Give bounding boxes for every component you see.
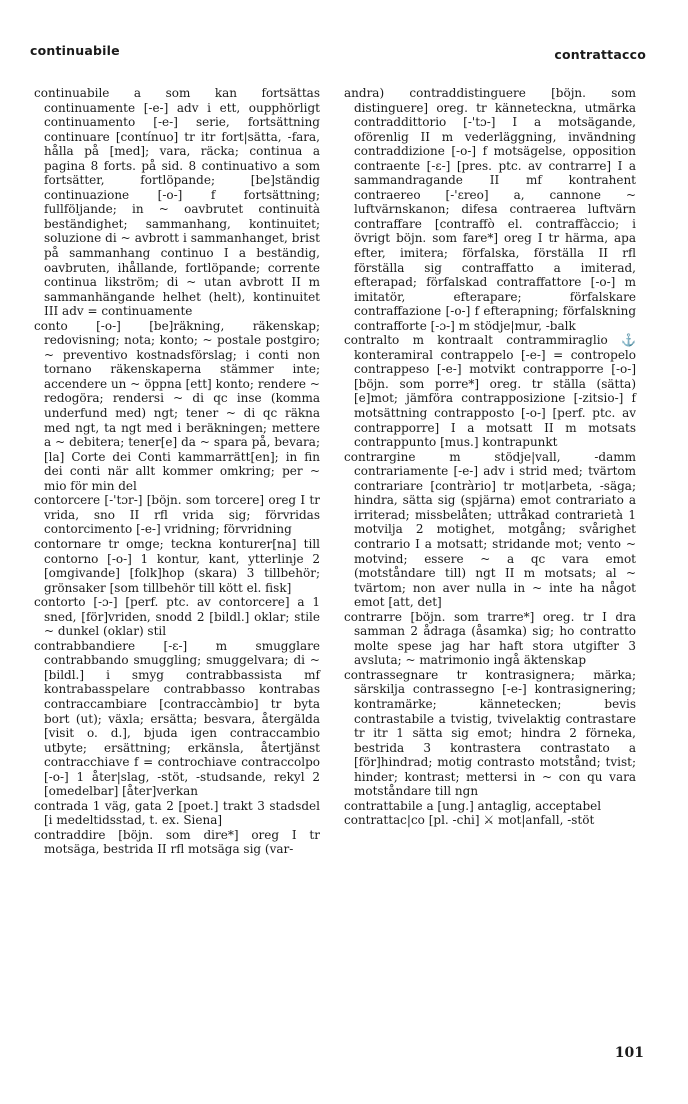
- entry-contrada: contrada 1 väg, gata 2 [poet.] trakt 3 stadsdel [i medeltidsstad, t. ex. Siena]: [34, 798, 320, 828]
- entry-contrarre: contrarre [böjn. som trarre*] oreg. tr I dra samman 2 ådraga (åsamka) sig; ho contratto molte spese jag har haft stora utgifter 3 avsluta; ~ matrimonio ingå äktenskap: [344, 609, 636, 668]
- page-number: 101: [614, 1045, 644, 1061]
- right-column: [344, 86, 636, 828]
- entry-contrassegnare: contrassegnare tr kontrasignera; märka; särskilja contrassegno [-e-] kontrasignering; kontramärke; kännetecken; bevis contrastabile a tvistig, tvivelaktig contrastare tr itr 1 sätta sig emot; hindra 2 förneka, bestrida 3 kontrastera contrastato a [för]hindrad; motig contrasto motstånd; tvist; hinder; kontrast; mettersi in ~ con qu vara motståndare till ngn: [344, 667, 636, 799]
- entry-contrattacco: contrattac|co [pl. -chi] ⚔ mot|anfall, -stöt: [344, 813, 595, 828]
- entry-contraddistinguere: andra) contraddistinguere [böjn. som distinguere] oreg. tr känneteckna, utmärka contraddittorio [-'tɔ-] I a motsägande, oförenlig II m vederläggning, invändning contraddizione [-o-] f motsägelse, opposition contraente [-ɛ-] [pres. ptc. av contrarre] I a sammandragande II mf kontrahent contraereo [-'ɛreo] a, cannone ~ luftvärnskanon; difesa contraerea luftvärn contraffare [contraffò el. contraffàccio; i övrigt böjn. som fare*] oreg I tr härma, apa efter, imitera; förfalska, förställa II rfl förställa sig contraffatto a imiterad, efterapad; förfalskad contraffattore [-o-] m imitatör, efterapare; förfalskare contraffazione [-o-] f efterapning; förfalskning contrafforte [-ɔ-] m stödje|mur, -balk: [344, 86, 636, 333]
- entry-contorto: contorto [-ɔ-] [perf. ptc. av contorcere] a 1 sned, [för]vriden, snodd 2 [bildl.] oklar; stile ~ dunkel (oklar) stil: [34, 595, 320, 639]
- right-running-headword: contrattacco: [554, 47, 646, 62]
- entry-contrargine: contrargine m stödje|vall, -damm contrariamente [-e-] adv i strid med; tvärtom contrariare [contràrio] tr mot|arbeta, -säga; hindra, sätta sig (spjärna) emot contrariato a irriterad; missbelåten; uttråkad contrarietà 1 motvilja 2 motighet, motgång; svårighet contrario I a motsatt; stridande mot; vento ~ motvind; essere ~ a qc vara emot (motståndare till) ngt II m motsats; al ~ tvärtom; non aver nulla in ~ inte ha något emot [att, det]: [344, 449, 636, 610]
- entry-continuabile: continuabile a som kan fortsättas continuamente [-e-] adv i ett, oupphörligt continuamento [-e-] serie, fortsättning continuare [contínuo] tr itr fort|sätta, -fara, hålla på [med]; vara, räcka; continua a pagina 8 forts. på sid. 8 continuativo a som fortsätter, fortlöpande; [be]ständig continuazione [-o-] f fortsättning; fullföljande; in ~ oavbrutet continuità beständighet; sammanhang, kontinuitet; soluzione di ~ avbrott i sammanhanget, brist på sammanhang continuo I a beständig, oavbruten, ihållande, fortlöpande; corrente continua likström; di ~ utan avbrott II m sammanhängande helhet (helt), kontinuitet III adv = continuamente: [34, 86, 320, 319]
- entry-contorcere: contorcere [-'tɔr-] [böjn. som torcere] oreg I tr vrida, sno II rfl vrida sig; förvridas contorcimento [-e-] vridning; förvridning: [34, 493, 320, 537]
- left-running-headword: continuabile: [30, 43, 120, 58]
- entry-contrabbandiere: contrabbandiere [-ɛ-] m smugglare contrabbando smuggling; smuggelvara; di ~ [bildl.] i smyg contrabbassista mf kontrabasspelare contrabbasso kontrabas contraccambiare [contraccàmbio] tr byta bort (ut); växla; ersätta; besvara, återgälda [visit o. d.], bjuda igen contraccambio utbyte; ersättning; erkänsla, återtjänst contracchiave f = controchiave contraccolpo [-o-] 1 åter|slag, -stöt, -studsande, rekyl 2 [omedelbar] [åter]verkan: [34, 638, 320, 799]
- entry-contornare: contornare tr omge; teckna konturer[na] till contorno [-o-] 1 kontur, kant, ytterlinje 2 [omgivande] [folk]hop (skara) 3 tillbehör; grönsaker [som tillbehör till kött el. fisk]: [34, 536, 320, 595]
- entry-contralto: contralto m kontraalt contrammiraglio ⚓ konteramiral contrappelo [-e-] = contropelo contrappeso [-e-] motvikt contrapporre [-o-] [böjn. som porre*] oreg. tr ställa (sätta) [e]mot; jämföra contrapposizione [-zitsio-] f motsättning contrapposto [-o-] [perf. ptc. av contrapporre] I a motsatt II m motsats contrappunto [mus.] kontrapunkt: [344, 333, 636, 450]
- entry-contrattabile: contrattabile a [ung.] antaglig, acceptabel: [344, 798, 602, 813]
- entry-conto: conto [-o-] [be]räkning, räkenskap; redovisning; nota; konto; ~ postale postgiro; ~ preventivo kostnadsförslag; i conti non tornano räkenskaperna stämmer inte; accendere un ~ öppna [ett] konto; rendere ~ redogöra; rendersi ~ di qc inse (komma underfund med) ngt; tener ~ di qc räkna med ngt, ta ngt med i beräkningen; mettere a ~ debitera; tener[e] da ~ spara på, bevara; [la] Corte dei Conti kammarrätt[en]; in fin dei conti när allt kommer omkring; per ~ mio för min del: [34, 318, 320, 493]
- entry-contraddire: contraddire [böjn. som dire*] oreg I tr motsäga, bestrida II rfl motsäga sig (var-: [34, 827, 320, 857]
- left-column: [34, 86, 320, 857]
